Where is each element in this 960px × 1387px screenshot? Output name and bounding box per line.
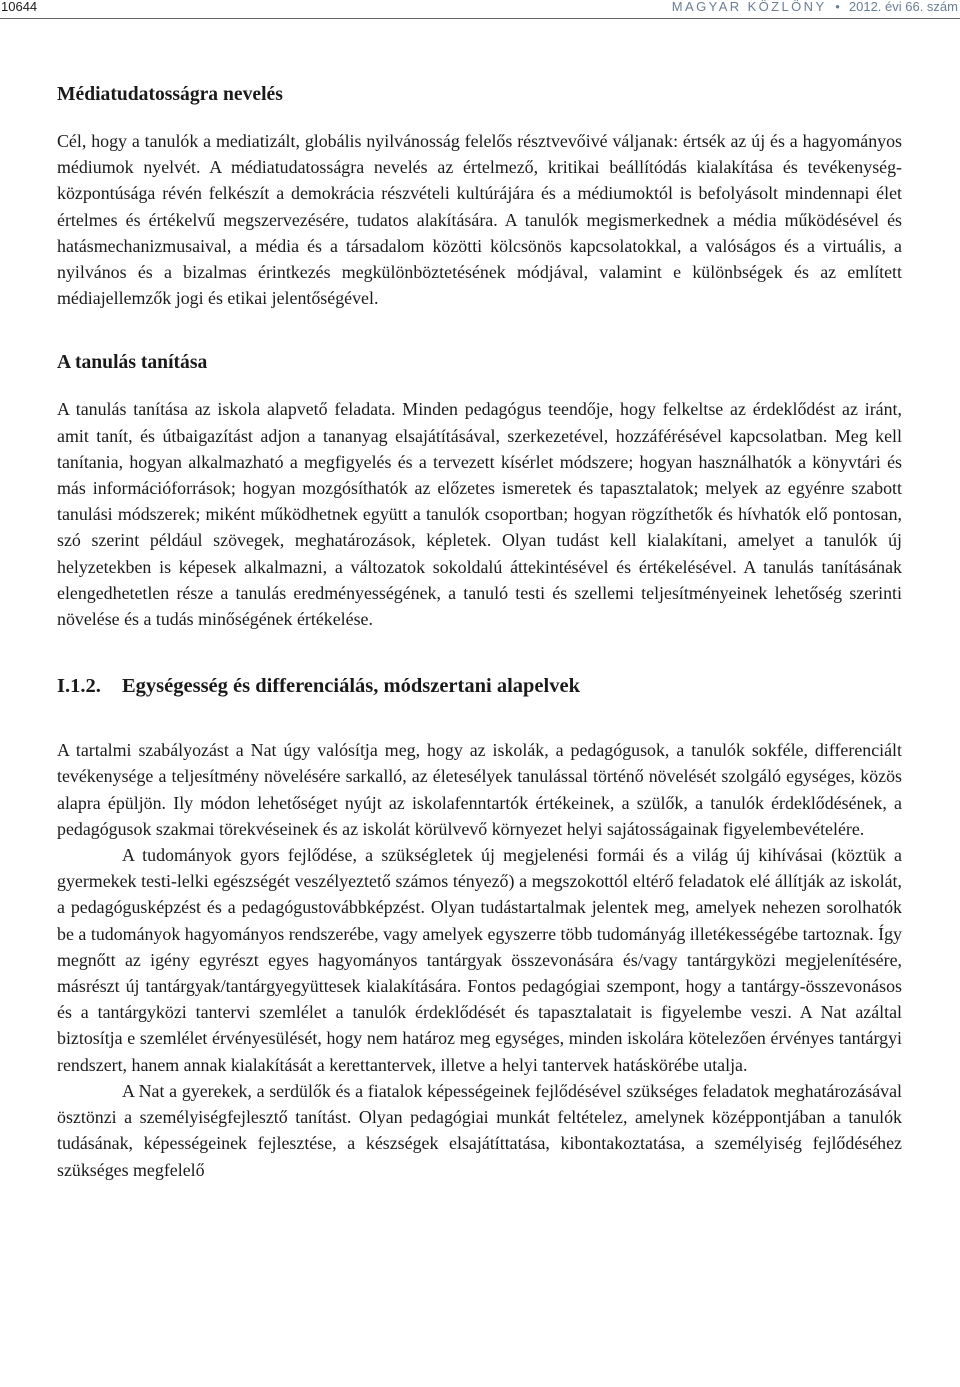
section-heading-media-literacy: Médiatudatosságra nevelés <box>57 84 283 105</box>
journal-title <box>672 0 958 14</box>
section-heading-learning-to-learn: A tanulás tanítása <box>57 352 208 374</box>
page-body <box>57 80 902 1183</box>
paragraph: A tartalmi szabályozást a Nat úgy valósítja meg, hogy az iskolák, a pedagógusok, a tanulók sokféle, differenciált tevékenysége a teljesítmény növelésére sarkalló, az életesélyek tanulással történő növelését szolgáló egységes, közös alapra épüljön. Ily módon lehetőséget nyújt az iskolafenntartók értékeinek, a szülők, a tanulók érdeklődésének, a pedagógusok szakmai törekvéseinek és az iskolát körülvevő környezet helyi sajátosságainak figyelembevételére. <box>57 740 902 839</box>
chapter-title: Egységesség és differenciálás, módszertani alapelvek <box>122 675 580 698</box>
journal-name: MAGYAR KÖZLÖNY <box>671 0 827 14</box>
paragraph: A tanulás tanítása az iskola alapvető feladata. Minden pedagógus teendője, hogy felkeltse az érdeklődést az iránt, amit tanít, és útbaigazítást adjon a tananyag elsajátításával, szerkezetével, hozzáférésével kapcsolatban. Meg kell tanítania, hogyan alkalmazható a megfigyelés és a tervezett kísérlet módszere; hogyan használhatók a könyvtári és más információforrások; hogyan mozgósíthatók az előzetes ismeretek és tapasztalatok; melyek az egyénre szabott tanulási módszerek; miként működhetnek együtt a tanulók csoportban; hogyan rögzíthetők és hívhatók elő pontosan, szó szerint például szövegek, meghatározások, képletek. Olyan tudást kell kialakítani, amelyet a tanulók új helyzetekben is képesek alkalmazni, a változatok sokoldalú áttekintésével és értékelésével. A tanulás tanításának elengedhetetlen része a tanulás eredményességének, a tanuló testi és szellemi teljesítményeinek lehetőség szerinti növelése és a tudás minőségének értékelése. <box>57 399 902 630</box>
paragraph: A Nat a gyerekek, a serdülők és a fiatalok képességeinek fejlődésével szükséges feladatok meghatározásával ösztönzi a személyiségfejlesztő tanítást. Olyan pedagógiai munkát feltételez, amelynek középpontjában a tanulók tudásának, képességeinek fejlesztése, a készségek elsajátíttatása, kibontakoztatása, a személyiség fejlődéséhez szükséges megfelelő <box>57 1080 902 1180</box>
issue-number: 2012. évi 66. szám <box>848 0 958 14</box>
chapter-heading <box>57 671 902 702</box>
bullet-separator: • <box>835 0 840 14</box>
paragraph: A tudományok gyors fejlődése, a szükségletek új megjelenési formái és a világ új kihívásai (köztük a gyermekek testi-lelki egészségét veszélyeztető számos tényező) a megszokottól eltérő feladatok elé állítják az iskolát, a pedagógusképzést és a pedagógustovábbképzést. Olyan tudástartalmak jelentek meg, amelyek nehezen sorolhatók be a tudományok hagyományos rendszerébe, vagy amelyek egyszerre több tudományág illetékességébe tartoznak. Így megnőtt az igény egyrészt egyes hagyományos tantárgyak összevonására és/vagy tantárgyközi megjelenítésére, másrészt új tantárgyak/tantárgyegyüttesek kialakítására. Fontos pedagógiai szempont, hogy a tantárgy-összevonásos és a tantárgyközi tantervi szemlélet a tanulók érdeklődését és tapasztalatait is figyelembe veszi. A Nat azáltal biztosítja e szemlélet érvényesülését, hogy nem határoz meg egységes, minden iskolára kötelezően érvényes tantárgyi rendszert, hanem annak kialakítását a kerettantervek, illetve a helyi tantervek hatáskörébe utalja. <box>57 845 902 1075</box>
chapter-number: I.1.2. <box>57 675 101 698</box>
paragraph: Cél, hogy a tanulók a mediatizált, globális nyilvánosság felelős résztvevőivé váljanak: értsék az új és a hagyományos médiumok nyelvét. A médiatudatosságra nevelés az értelmező, kritikai beállítódás kialakítása és tevékenység-központúsága révén felkészít a demokrácia részvételi kultúrájára és a médiumoktól is befolyásolt mindennapi élet értelmes és értékelvű megszervezésére, tudatos alakítására. A tanulók megismerkednek a média működésével és hatásmechanizmusaival, a média és a társadalom közötti kölcsönös kapcsolatokkal, a valóságos és a virtuális, a nyilvános és a bizalmas érintkezés megkülönböztetésének módjával, valamint e különbségek és az említett médiajellemzők jogi és etikai jelentőségével. <box>57 131 902 309</box>
header-rule <box>0 18 960 19</box>
page-number: 10644 <box>1 0 38 14</box>
running-header <box>0 0 960 14</box>
